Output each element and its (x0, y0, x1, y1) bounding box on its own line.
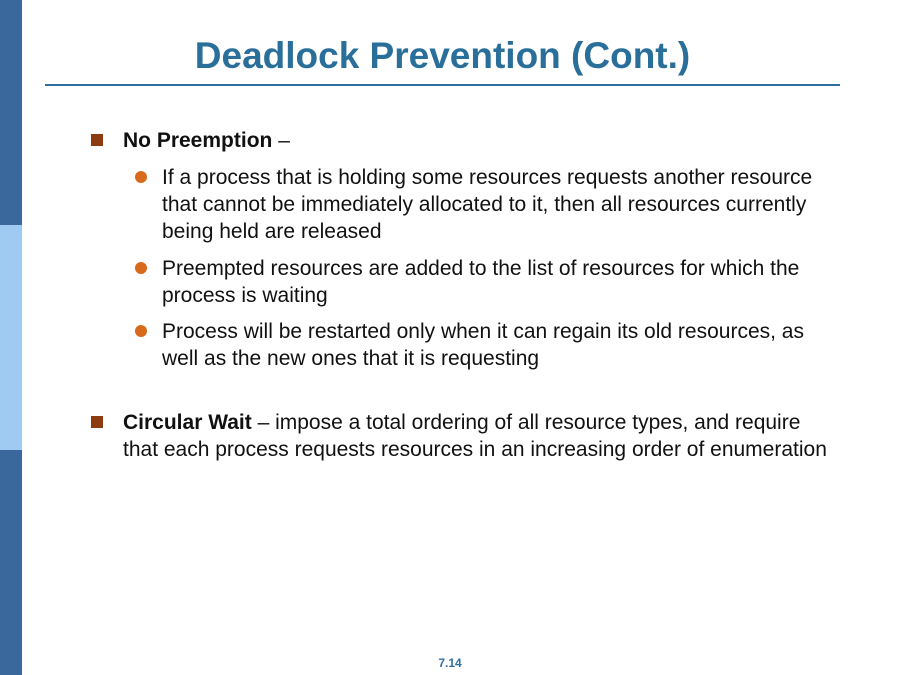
slide-sidebar (0, 0, 22, 675)
circle-bullet-icon (135, 262, 147, 274)
page-number: 7.14 (438, 656, 462, 670)
sidebar-block-top (0, 0, 22, 225)
title-divider (45, 84, 840, 86)
slide-title: Deadlock Prevention (Cont.) (194, 35, 691, 76)
square-bullet-icon (91, 416, 103, 428)
sub-bullet-text: Preempted resources are added to the list of resources for which the process is waiting (162, 257, 800, 307)
section-heading-no-preemption (123, 127, 823, 154)
sidebar-block-bottom (0, 450, 22, 675)
square-bullet-icon (91, 134, 103, 146)
section-text: – impose a total ordering of all resource types, and require that each process requests resources in an increasing order of enumeration (123, 411, 827, 461)
section-separator: – (272, 129, 290, 152)
section-term: Circular Wait (123, 411, 252, 434)
sub-bullet-text: Process will be restarted only when it can regain its old resources, as well as the new ones that it is requesting (162, 320, 804, 370)
circle-bullet-icon (135, 325, 147, 337)
sub-bullet-text: If a process that is holding some resources requests another resource that cannot be immediately allocated to it, then all resources currently being held are released (162, 166, 813, 243)
circle-bullet-icon (135, 171, 147, 183)
sidebar-block-middle (0, 225, 22, 450)
section-circular-wait (123, 409, 828, 463)
section-term: No Preemption (123, 129, 273, 152)
